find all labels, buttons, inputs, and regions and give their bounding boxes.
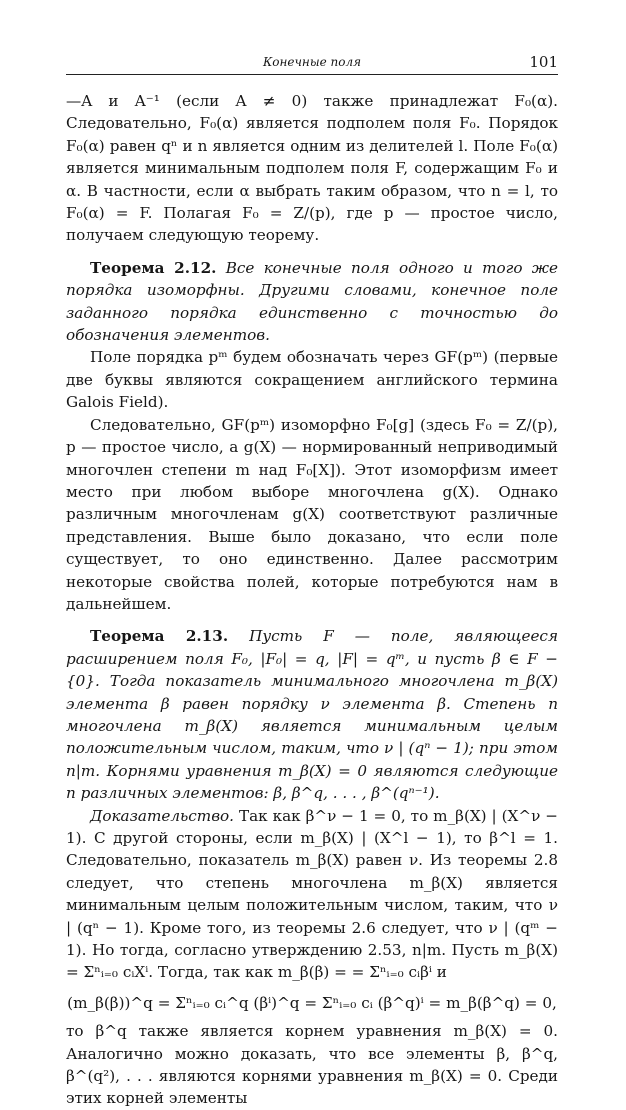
page-body (66, 90, 558, 1110)
proof-paragraph (66, 805, 558, 984)
paragraph-conclusion: то β^q также является корнем уравнения m_β(X) = 0. Аналогично можно доказать, что все элементы β, β^q, β^(q²), . . . являются корнями уравнения m_β(X) = 0. Среди этих корней элементы (66, 1022, 558, 1108)
display-formula: (m_β(β))^q = Σⁿᵢ₌₀ cᵢ^q (βⁱ)^q = Σⁿᵢ₌₀ cᵢ (β^q)ⁱ = m_β(β^q) = 0, (67, 993, 557, 1012)
theorem-2-13 (66, 625, 558, 804)
proof-text: Так как β^ν − 1 = 0, то m_β(X) | (X^ν − 1). С другой стороны, если m_β(X) | (X^l − 1), то β^l = 1. Следовательно, показатель m_β(X) равен ν. Из теоремы 2.8 следует, что степень многочлена m_β(X) является минимальным целым положительным числом, таким, что ν | (qⁿ − 1). Кроме того, из теоремы 2.6 следует, что ν | (qᵐ − 1). Но тогда, согласно утверждению 2.53, n|m. Пусть m_β(X) = Σⁿᵢ₌₀ cᵢXⁱ. Тогда, так как m_β(β) = = Σⁿᵢ₌₀ cᵢβⁱ и (66, 806, 558, 982)
running-header (66, 52, 558, 75)
paragraph-intro: —A и A⁻¹ (если A ≠ 0) также принадлежат F₀(α). Следовательно, F₀(α) является подполем поля F₀. Порядок F₀(α) равен qⁿ и n является одним из делителей l. Поле F₀(α) является минимальным подполем поля F, содержащим F₀ и α. В частности, если α выбрать таким образом, что n = l, то F₀(α) = F. Полагая F₀ = Z/(p), где p — простое число, получаем следующую теорему. (66, 92, 558, 245)
theorem-2-12-statement: Все конечные поля одного и того же порядка изоморфны. Другими словами, конечное поле заданного порядка единственно с точностью до обозначения элементов. (66, 258, 559, 345)
theorem-2-13-statement: Пусть F — поле, являющееся расширением поля F₀, |F₀| = q, |F| = qᵐ, и пусть β ∈ F − {0}. Тогда показатель минимального многочлена m_β(X) элемента β равен порядку ν элемента β. Степень n многочлена m_β(X) является минимальным целым положительным числом, таким, что ν | (qⁿ − 1); при этом n|m. Корнями уравнения m_β(X) = 0 являются следующие n различных элементов: β, β^q, . . . , β^(qⁿ⁻¹). (66, 627, 558, 803)
proof-label: Доказательство. (90, 806, 234, 825)
paragraph-isomorphism: Следовательно, GF(pᵐ) изоморфно F₀[g] (здесь F₀ = Z/(p), p — простое число, а g(X) — нормированный неприводимый многочлен степени m над F₀[X]). Этот изоморфизм имеет место при любом выборе многочлена g(X). Однако различным многочленам g(X) соответствуют различные представления. Выше было доказано, что если поле существует, то оно единственно. Далее рассмотрим некоторые свойства полей, которые потребуются нам в дальнейшем. (66, 415, 558, 613)
theorem-2-12 (66, 257, 558, 347)
paragraph-gf-notation: Поле порядка pᵐ будем обозначать через GF(pᵐ) (первые две буквы являются сокращением английского термина Galois Field). (66, 348, 558, 412)
page-number: 101 (529, 53, 558, 71)
theorem-2-13-title: Теорема 2.13. (90, 627, 229, 646)
theorem-2-12-title: Теорема 2.12. (90, 258, 217, 277)
running-title: Конечные поля (262, 55, 362, 69)
